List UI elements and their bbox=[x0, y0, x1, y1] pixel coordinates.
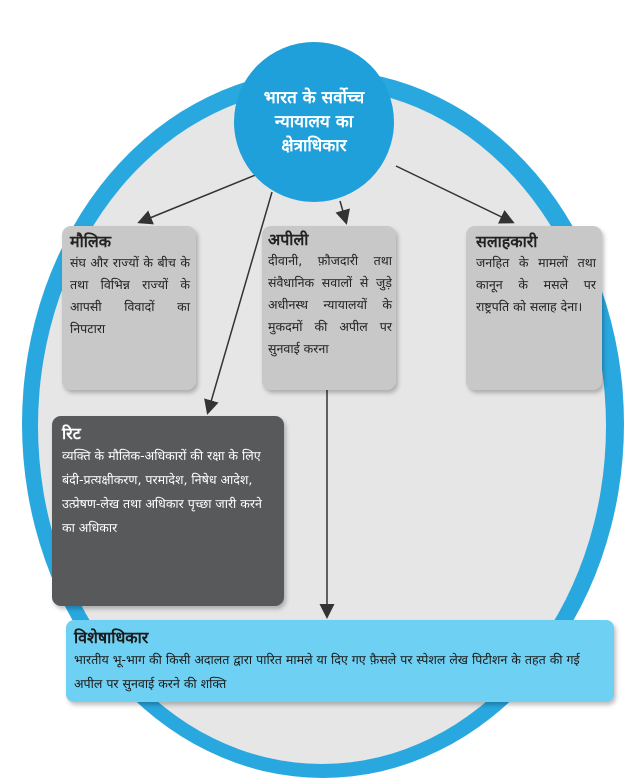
visheshadhikar-body: भारतीय भू-भाग की किसी अदालत द्वारा पारित मामले या दिए गए फ़ैसले पर स्पेशल लेख पिटीशन के तहत की गई अपील पर सुनवाई करने की शक्ति bbox=[74, 652, 580, 691]
arrow-to-salah bbox=[396, 166, 512, 222]
arrow-to-apili bbox=[340, 201, 346, 222]
apili-title: अपीली bbox=[268, 230, 309, 249]
rit-box bbox=[52, 416, 284, 606]
maulik-box bbox=[62, 226, 196, 390]
center-title-circle bbox=[234, 42, 394, 202]
salahkari-body: जनहित के मामलों तथा कानून के मसले पर राष्ट्रपति को सलाह देना। bbox=[476, 255, 596, 314]
apili-box bbox=[262, 226, 396, 390]
visheshadhikar-title: विशेषाधिकार bbox=[74, 628, 149, 647]
visheshadhikar-box bbox=[66, 620, 614, 702]
rit-body: व्यक्ति के मौलिक-अधिकारों की रक्षा के लिए बंदी-प्रत्यक्षीकरण, परमादेश, निषेध आदेश, उत्प्रेषण-लेख तथा अधिकार पृच्छा जारी करने का अधिकार bbox=[62, 448, 262, 535]
salahkari-title: सलाहकारी bbox=[476, 232, 538, 251]
rit-title: रिट bbox=[62, 424, 81, 443]
center-title: भारत के सर्वोच्च न्यायालय का क्षेत्राधिकार bbox=[263, 88, 365, 156]
salahkari-box bbox=[466, 226, 602, 390]
maulik-body: संघ और राज्यों के बीच के तथा विभिन्न राज्यों के आपसी विवादों का निपटारा bbox=[70, 255, 190, 336]
maulik-title: मौलिक bbox=[70, 232, 111, 251]
arrow-to-maulik bbox=[140, 174, 258, 222]
apili-body: दीवानी, फ़ौजदारी तथा संवैधानिक सवालों से जुड़े अधीनस्थ न्यायालयों के मुकदमों की अपील पर सुनवाई करना bbox=[268, 253, 392, 356]
